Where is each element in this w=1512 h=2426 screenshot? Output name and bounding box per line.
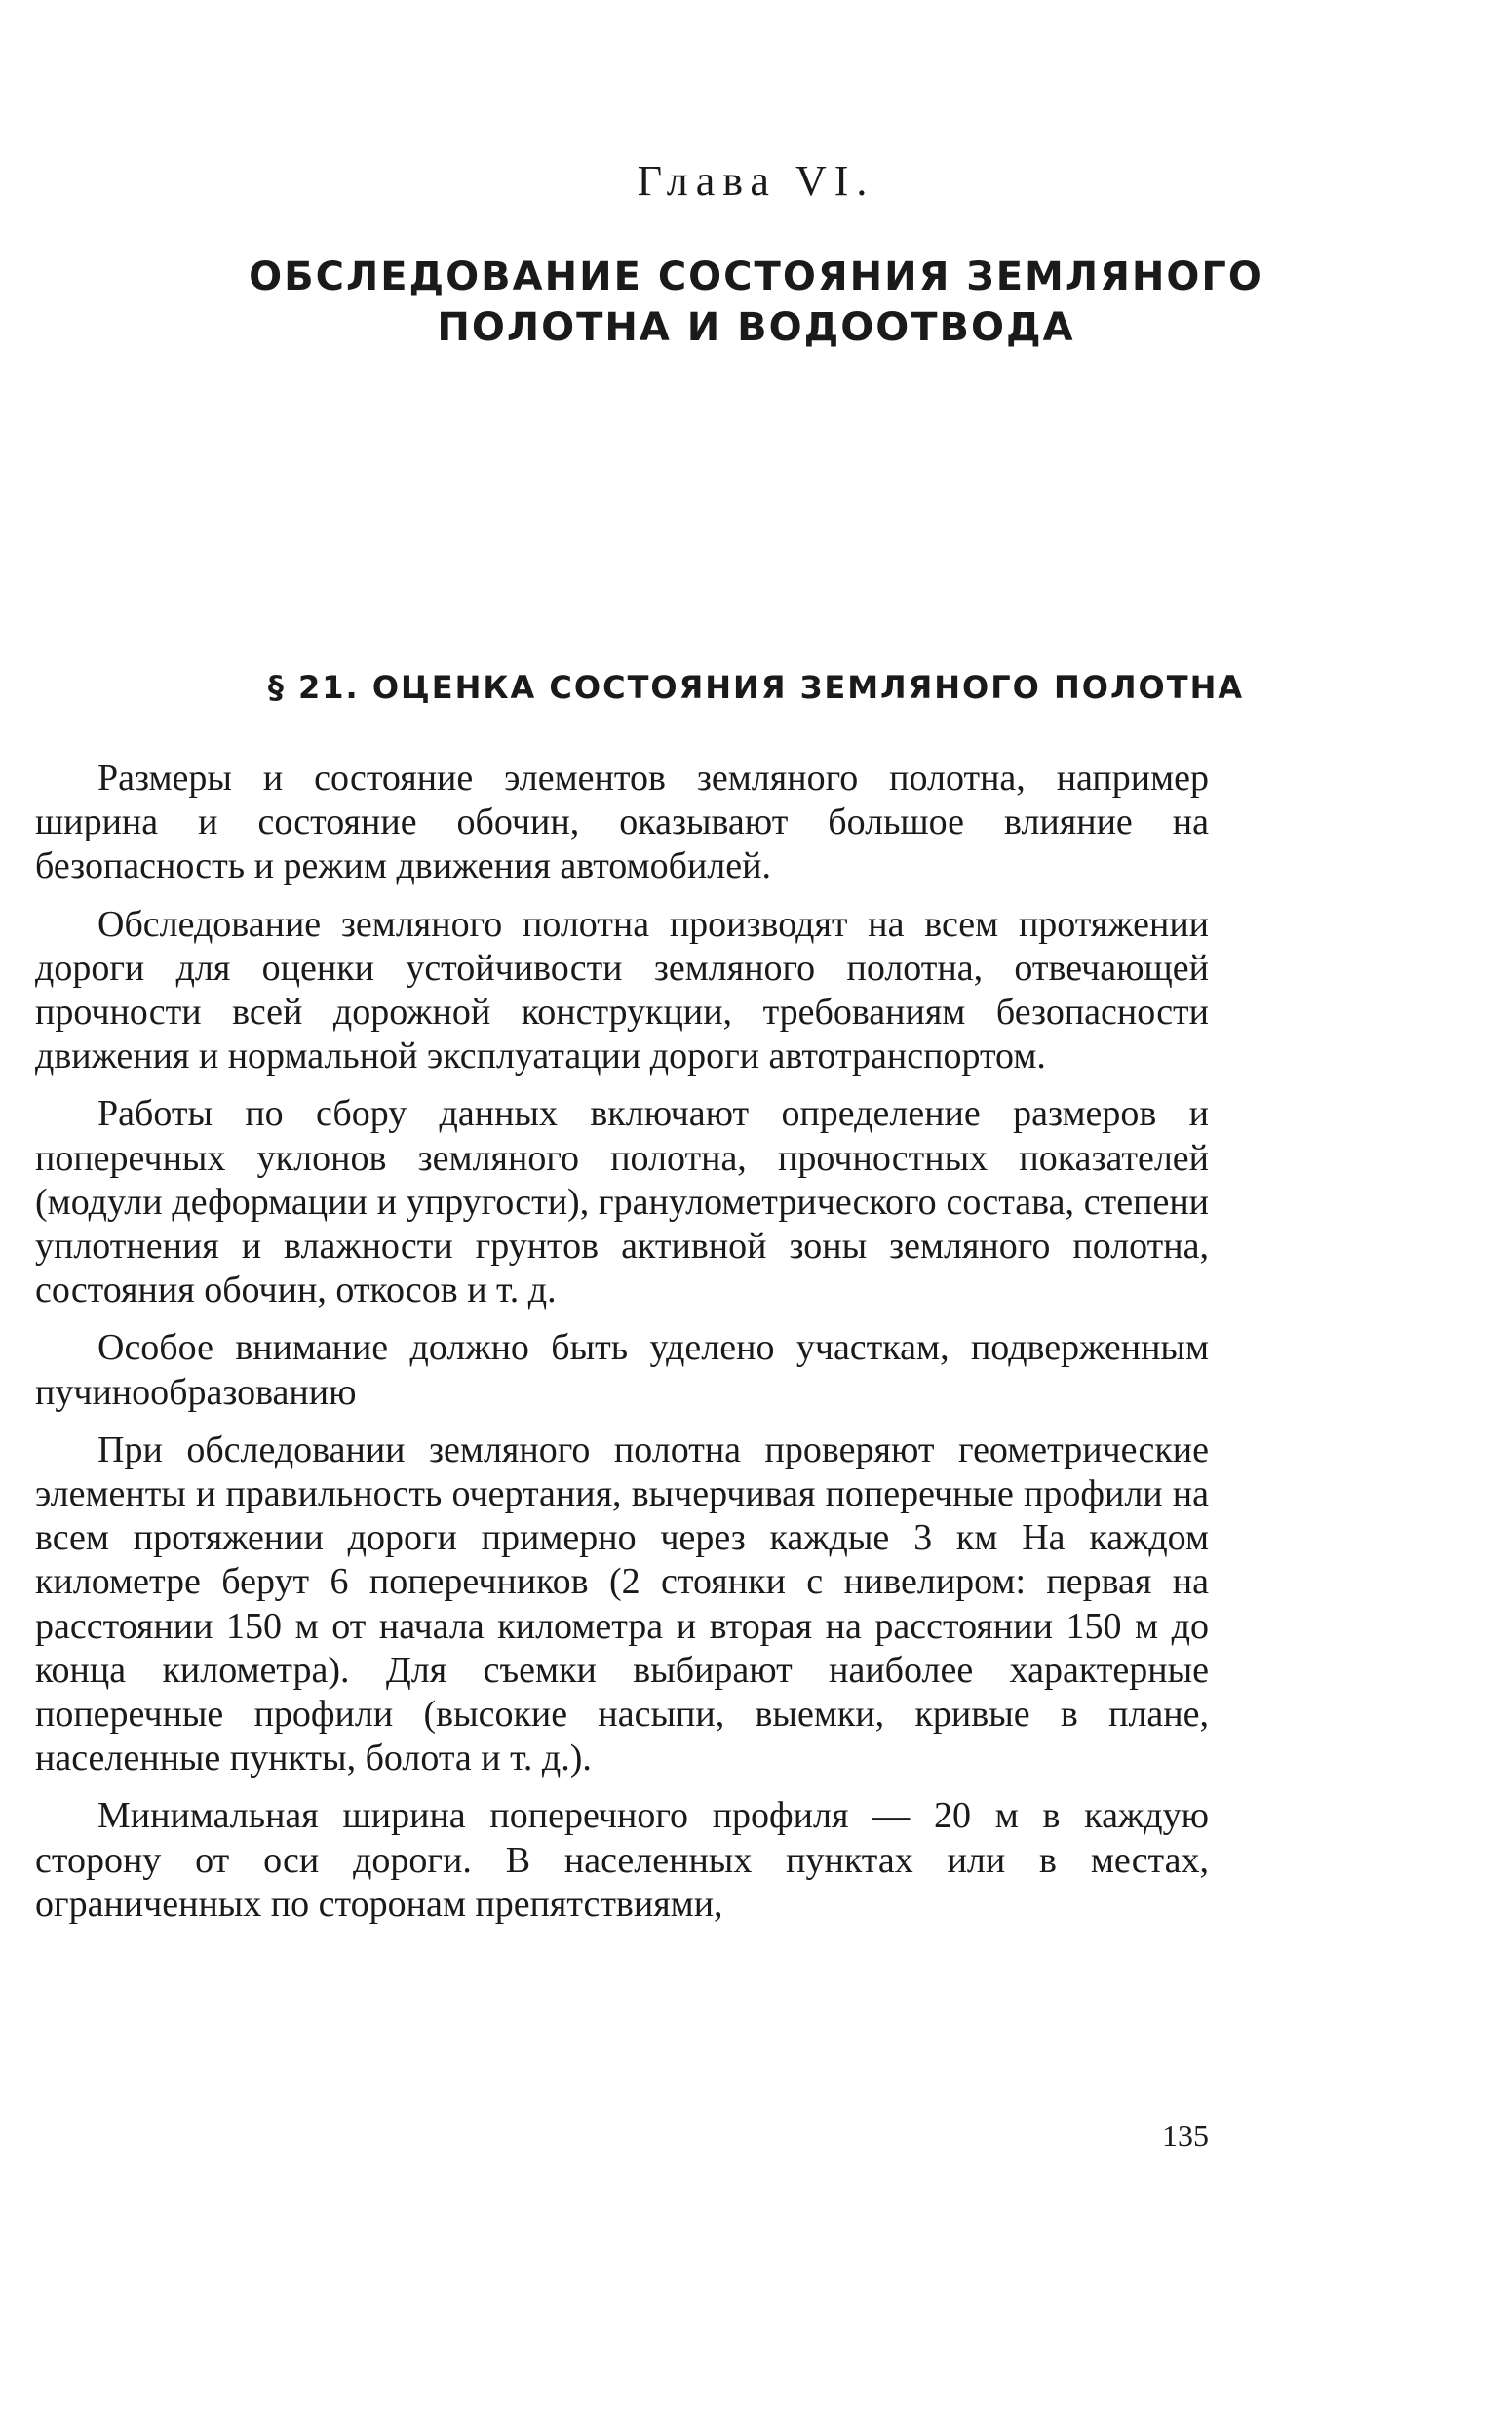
- paragraph-1: Размеры и состояние элементов земляного полотна, например ширина и состояние обочин, оказывают большое влияние на безопасность и режим движения автомобилей.: [35, 758, 1209, 887]
- chapter-title-line-2: ПОЛОТНА И ВОДООТВОДА: [437, 305, 1075, 350]
- paragraph-5: При обследовании земляного полотна проверяют геометрические элементы и правильность очертания, вычерчивая поперечные профили на всем протяжении дороги примерно через каждые 3 км На каждом километре берут 6 поперечников (2 стоянки с нивелиром: первая на расстоянии 150 м от начала километра и вторая на расстоянии 150 м до конца километра). Для съемки выбирают наиболее характерные поперечные профили (высокие насыпи, выемки, кривые в плане, населенные пункты, болота и т. д.).: [35, 1428, 1209, 1780]
- chapter-title: [0, 252, 1512, 353]
- paragraph-4: Особое внимание должно быть уделено участкам, подверженным пучинообразованию: [35, 1327, 1209, 1413]
- page-number: 135: [1162, 2118, 1209, 2153]
- paragraph-2: Обследование земляного полотна производят на всем протяжении дороги для оценки устойчивости земляного полотна, отвечающей прочности всей дорожной конструкции, требованиям безопасности движения и нормальной эксплуатации дороги автотранспортом.: [35, 903, 1209, 1077]
- body-text: [35, 757, 1209, 1927]
- paragraph-6: Минимальная ширина поперечного профиля — 20 м в каждую сторону от оси дороги. В населенных пунктах или в местах, ограниченных по сторонам препятствиями,: [35, 1795, 1209, 1925]
- chapter-label: Глава VI.: [637, 157, 875, 205]
- paragraph-3: Работы по сбору данных включают определение размеров и поперечных уклонов земляного полотна, прочностных показателей (модули деформации и упругости), гранулометрического состава, степени уплотнения и влажности грунтов активной зоны земляного полотна, состояния обочин, откосов и т. д.: [35, 1093, 1209, 1311]
- section-title: § 21. ОЦЕНКА СОСТОЯНИЯ ЗЕМЛЯНОГО ПОЛОТНА: [267, 669, 1245, 706]
- chapter-title-line-1: ОБСЛЕДОВАНИЕ СОСТОЯНИЯ ЗЕМЛЯНОГО: [249, 254, 1263, 299]
